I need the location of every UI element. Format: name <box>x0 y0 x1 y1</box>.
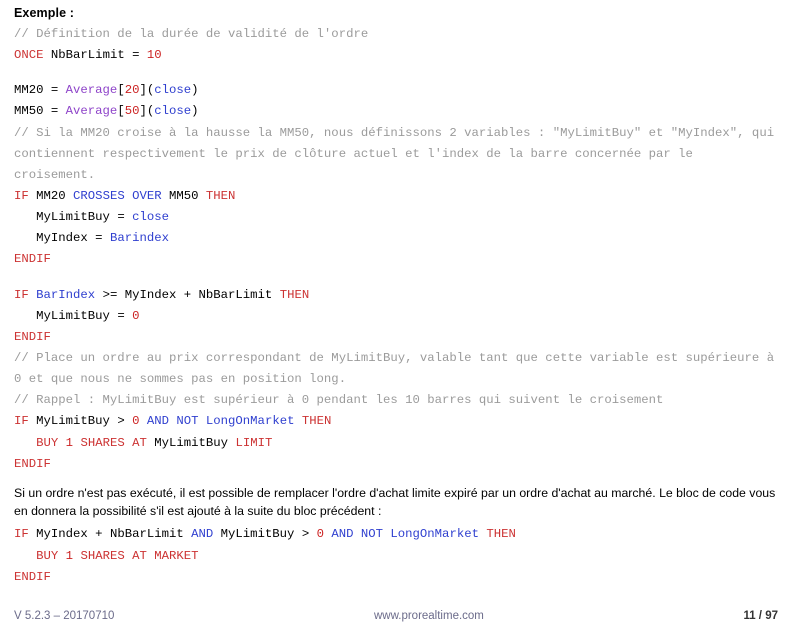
code-line <box>14 327 778 348</box>
code-token <box>14 549 36 563</box>
code-token: 0 <box>132 414 140 429</box>
code-token: IF <box>14 414 29 429</box>
code-token: ) <box>191 83 199 98</box>
code-line <box>14 306 778 327</box>
code-token: CROSSES OVER <box>73 188 162 203</box>
footer-page-number: 11 / 97 <box>743 610 778 622</box>
code-line <box>14 348 782 390</box>
code-token: [ <box>117 83 125 98</box>
code-token: 0 <box>316 527 324 542</box>
code-token: ENDIF <box>14 252 51 267</box>
code-token: ENDIF <box>14 569 51 584</box>
code-token: IF <box>14 188 29 203</box>
code-token <box>58 549 65 563</box>
code-token: MyLimitBuy > <box>213 527 317 542</box>
code-token: MM50 = <box>14 104 66 119</box>
code-token: LIMIT <box>235 435 273 450</box>
code-line <box>14 80 778 101</box>
code-line <box>14 66 778 80</box>
code-token: MM20 <box>28 188 74 203</box>
code-line <box>14 390 778 411</box>
code-token: // Rappel : MyLimitBuy est supérieur à 0 pendant les 10 barres qui suivent le croisement <box>14 393 664 408</box>
code-token: MM20 = <box>14 83 66 98</box>
code-token: Average <box>65 83 118 98</box>
code-token: MyLimitBuy > <box>28 414 133 429</box>
code-token: ENDIF <box>14 456 51 471</box>
explanatory-paragraph: Si un ordre n'est pas exécuté, il est possible de remplacer l'ordre d'achat limite expiré par un ordre d'achat au marché. Le bloc de code vous en donnera la possibilité s'il est ajouté à la suite du bloc précédent : <box>14 485 776 518</box>
code-token: // Si la MM20 croise à la hausse la MM50, nous définissons 2 variables : "MyLimitBuy" et "MyIndex", qui contiennent respectivement le prix de clôture actuel et l'index de la barre concernée par le croisement. <box>14 125 782 182</box>
code-token: [ <box>117 104 125 119</box>
code-block-example <box>14 24 782 475</box>
code-token: 20 <box>124 83 140 98</box>
code-token: ]( <box>139 104 155 119</box>
page-footer <box>14 608 778 624</box>
code-line <box>14 186 778 207</box>
code-line <box>14 546 778 567</box>
code-token: LongOnMarket <box>390 527 479 542</box>
code-line <box>14 285 778 306</box>
code-token: THEN <box>486 527 516 542</box>
code-token: THEN <box>279 287 310 302</box>
code-line <box>14 433 778 454</box>
code-token: LongOnMarket <box>205 414 295 429</box>
code-token: MyIndex + NbBarLimit <box>28 527 192 542</box>
footer-website: www.prorealtime.com <box>373 610 484 622</box>
code-token: AND <box>191 527 214 542</box>
code-token <box>294 414 301 428</box>
code-token: MM50 <box>161 188 206 203</box>
section-heading: Exemple : <box>14 6 74 20</box>
code-token: AND NOT <box>331 527 384 542</box>
code-line <box>14 567 778 588</box>
code-token: MyLimitBuy = <box>14 308 133 323</box>
code-token: AND NOT <box>146 414 199 429</box>
code-line <box>14 271 778 285</box>
code-token: // Définition de la durée de validité de l'ordre <box>14 27 369 41</box>
code-token: 50 <box>124 104 140 119</box>
code-token: ) <box>191 104 199 119</box>
code-token <box>14 436 36 450</box>
code-token: Average <box>65 104 118 119</box>
code-token: close <box>154 104 192 119</box>
code-token: THEN <box>205 188 236 203</box>
code-line <box>14 123 782 186</box>
code-token <box>58 436 65 450</box>
code-token: BUY <box>36 548 59 563</box>
code-token: // Place un ordre au prix correspondant de MyLimitBuy, valable tant que cette variable est supérieure à 0 et que nous ne sommes pas en position long. <box>14 350 782 387</box>
code-line <box>14 454 778 475</box>
code-token: IF <box>14 287 29 302</box>
code-token: IF <box>14 527 29 542</box>
code-token: BUY <box>36 435 59 450</box>
footer-version: V 5.2.3 – 20170710 <box>14 610 115 622</box>
code-token: SHARES AT <box>80 435 147 450</box>
code-line <box>14 411 778 432</box>
code-line <box>14 207 778 228</box>
code-block-market-order <box>14 524 778 587</box>
code-token: MyIndex = <box>14 231 110 246</box>
code-token: >= MyIndex + NbBarLimit <box>95 287 280 302</box>
code-token: MyLimitBuy <box>146 435 236 450</box>
code-line <box>14 101 778 122</box>
code-token: ONCE <box>14 48 44 63</box>
code-token: 1 <box>65 435 74 450</box>
code-token: NbBarLimit = <box>43 48 147 63</box>
code-token: BarIndex <box>36 287 96 302</box>
code-line <box>14 228 778 249</box>
code-line <box>14 24 778 45</box>
code-token: SHARES AT MARKET <box>80 548 199 563</box>
code-line <box>14 524 778 545</box>
code-token: close <box>132 210 169 225</box>
code-token <box>199 414 206 428</box>
code-token: 10 <box>146 48 162 63</box>
code-token: ENDIF <box>14 329 51 344</box>
code-token: close <box>154 83 192 98</box>
code-token: 0 <box>132 308 140 323</box>
code-token: Barindex <box>109 231 169 246</box>
code-line <box>14 45 778 66</box>
code-line <box>14 249 778 270</box>
document-page <box>0 6 792 632</box>
code-token: ]( <box>139 83 155 98</box>
code-token <box>139 414 146 428</box>
code-token: 1 <box>65 548 74 563</box>
code-token: THEN <box>301 414 332 429</box>
code-token: MyLimitBuy = <box>14 210 133 225</box>
